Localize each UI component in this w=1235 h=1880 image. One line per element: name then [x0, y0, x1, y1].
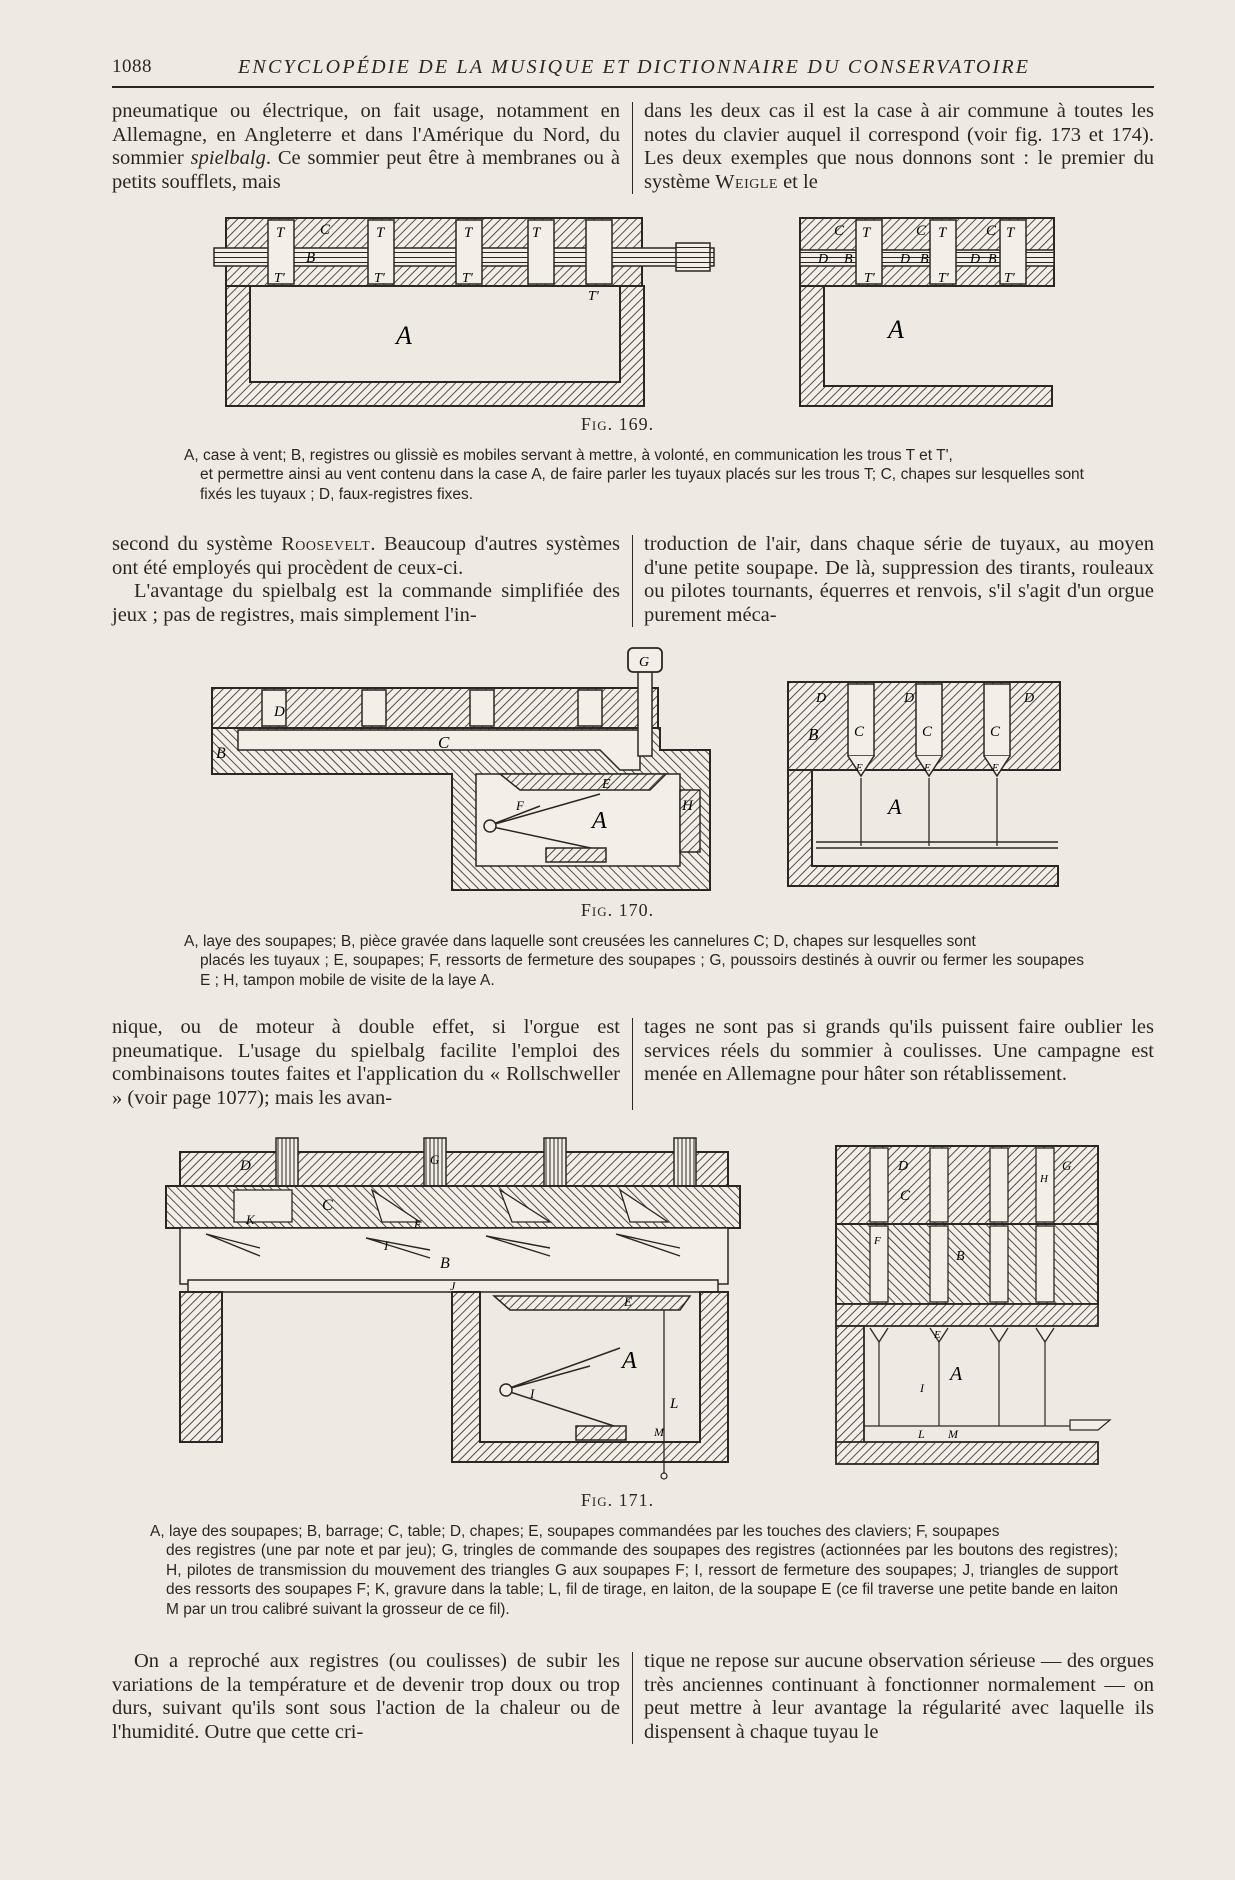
figure-169-label: Fig. 169. — [580, 414, 655, 434]
letter-D: D — [898, 1159, 909, 1174]
name-weigle: Weigle — [715, 170, 778, 193]
letter-E: E — [934, 1329, 941, 1341]
letter-T: T — [276, 225, 285, 241]
header-rule — [112, 86, 1154, 88]
figure-170 — [0, 640, 1235, 895]
name-roosevelt: Roosevelt — [281, 533, 371, 555]
text-run: nique, ou de moteur à double effet, si l'orgue est pneumatique. L'usage du spielbalg facilite l'emploi des combinaisons toutes faites et l'application du « Rollschweller » (voir page 1077); mais les avan- — [112, 1016, 620, 1109]
letter-A: A — [950, 1363, 963, 1385]
letter-C: C — [986, 223, 997, 239]
figure-171-drawing — [0, 1130, 1235, 1480]
fig171-right-view — [836, 1146, 1110, 1464]
letter-T-prime: T' — [938, 271, 949, 286]
letter-T: T — [938, 225, 947, 241]
letter-C: C — [854, 724, 865, 740]
letter-C: C — [900, 1188, 911, 1204]
column-rule — [632, 1652, 633, 1744]
paragraph — [644, 533, 1154, 627]
letter-B: B — [216, 745, 226, 762]
letter-B: B — [988, 252, 997, 267]
letter-T-prime: T' — [462, 271, 473, 286]
text-run: . Ce sommier peut être à membranes ou à petits soufflets, mais — [112, 147, 620, 193]
letter-F: F — [414, 1217, 422, 1231]
letter-D: D — [904, 691, 915, 706]
fig170-right-view — [788, 682, 1060, 886]
letter-T-prime: T' — [588, 289, 599, 304]
letter-C: C — [990, 724, 1001, 740]
paragraph — [112, 100, 620, 194]
paragraph — [644, 1016, 1154, 1087]
letter-T: T — [464, 225, 473, 241]
letter-E: E — [602, 777, 611, 792]
fig171-left-view — [166, 1138, 740, 1479]
letter-C: C — [834, 223, 845, 239]
figure-170-label: Fig. 170. — [580, 900, 655, 920]
letter-D: D — [1024, 691, 1035, 706]
letter-B: B — [440, 1255, 450, 1272]
letter-T: T — [532, 225, 541, 241]
figure-171 — [0, 1130, 1235, 1480]
letter-A: A — [888, 794, 902, 819]
running-title: ENCYCLOPÉDIE DE LA MUSIQUE ET DICTIONNAIRE DU CONSERVATOIRE — [238, 56, 1031, 78]
paragraph — [112, 1650, 620, 1744]
letter-E: E — [992, 762, 999, 774]
letter-B: B — [306, 250, 316, 266]
text-run: tique ne repose sur aucune observation sérieuse — des orgues très anciennes continuant à fonctionner normalement — on peut mettre à leur avantage la régularité avec laquelle ils dispensent à chaque tuyau le — [644, 1650, 1154, 1743]
letter-M: M — [948, 1427, 958, 1441]
letter-F: F — [874, 1235, 881, 1247]
letter-C: C — [916, 223, 927, 239]
letter-D: D — [900, 252, 911, 267]
fig170-left-view — [212, 648, 710, 890]
letter-B: B — [956, 1249, 965, 1264]
text-column-left — [112, 100, 620, 194]
letter-D: D — [240, 1158, 251, 1174]
letter-J: J — [450, 1279, 456, 1293]
text-column-right — [644, 1650, 1154, 1744]
letter-A: A — [592, 808, 607, 834]
text-block-3 — [112, 1016, 1154, 1112]
letter-T-prime: T' — [274, 271, 285, 286]
letter-B: B — [808, 725, 819, 744]
text-run: dans les deux cas il est la case à air commune à toutes les notes du clavier auquel il correspond (voir fig. 173 et 174). Les deux exemples que nous donnons sont : le premier du système — [644, 100, 1154, 193]
paragraph — [112, 1016, 620, 1110]
letter-A: A — [888, 315, 904, 344]
letter-C: C — [438, 733, 450, 752]
figure-169-drawing — [0, 210, 1235, 410]
paragraph — [644, 1650, 1154, 1744]
letter-L: L — [918, 1427, 925, 1441]
figure-170-drawing — [0, 640, 1235, 895]
figure-169-caption — [184, 446, 1084, 504]
text-run: second du système — [112, 533, 282, 555]
page-number: 1088 — [112, 56, 152, 77]
letter-F: F — [516, 798, 524, 813]
letter-B: B — [920, 252, 929, 267]
text-block-4 — [112, 1650, 1154, 1746]
letter-G: G — [430, 1152, 440, 1167]
letter-M: M — [654, 1425, 664, 1439]
text-column-left — [112, 1650, 620, 1744]
letter-D: D — [274, 704, 285, 720]
fig169-left-view — [214, 218, 714, 406]
letter-I: I — [920, 1381, 924, 1395]
letter-T: T — [1006, 225, 1015, 241]
letter-D: D — [970, 252, 981, 267]
figure-170-caption — [184, 932, 1084, 990]
text-run: On a reproché aux registres (ou coulisses) de subir les variations de la température et de devenir trop doux ou trop durs, suivant qu'ils sont sous l'action de la chaleur ou de l'humidité. Outre que cette cri- — [112, 1650, 620, 1743]
column-rule — [632, 1018, 633, 1110]
caption-line: A, laye des soupapes; B, pièce gravée dans laquelle sont creusées les cannelures C; D, chapes sur lesquelles sont — [184, 933, 976, 950]
text-block-2 — [112, 533, 1154, 629]
text-run: . Beaucoup d'autres systèmes ont été employés qui procèdent de ceux-ci. — [112, 533, 620, 579]
letter-E: E — [856, 762, 863, 774]
letter-E: E — [924, 762, 931, 774]
text-run: pneumatique ou électrique, on fait usage, notamment en Allemagne, en Angleterre et dans l'Amérique du Nord, du sommier — [112, 100, 620, 170]
column-rule — [632, 102, 633, 194]
letter-I: I — [530, 1386, 535, 1401]
letter-I: I — [384, 1238, 389, 1253]
letter-A: A — [396, 321, 412, 350]
letter-T: T — [376, 225, 385, 241]
letter-C: C — [322, 1197, 333, 1214]
text-column-left — [112, 533, 620, 627]
letter-C: C — [922, 724, 933, 740]
text-column-right — [644, 1016, 1154, 1087]
caption-line: A, case à vent; B, registres ou glissiè es mobiles servant à mettre, à volonté, en communication les trous T et T', — [184, 447, 953, 464]
letter-A: A — [622, 1348, 637, 1374]
column-rule — [632, 535, 633, 627]
text-run: tages ne sont pas si grands qu'ils puissent faire oublier les services réels du sommier à coulisses. Une campagne est menée en Allemagne pour hâter son rétablissement. — [644, 1016, 1154, 1086]
letter-C: C — [320, 222, 331, 238]
text-column-right — [644, 100, 1154, 194]
term-spielbalg: spielbalg — [190, 147, 266, 170]
paragraph — [112, 580, 620, 627]
paragraph — [644, 100, 1154, 194]
caption-line: et permettre ainsi au vent contenu dans la case A, de faire parler les tuyaux placés sur les trous T; C, chapes sur lesquelles sont fixés les tuyaux ; D, faux-registres fixes. — [200, 466, 1084, 503]
running-header — [112, 56, 1152, 82]
caption-line: placés les tuyaux ; E, soupapes; F, ressorts de fermeture des soupapes ; G, poussoirs destinés à ouvrir ou fermer les soupapes E ; H, tampon mobile de visite de la laye A. — [200, 952, 1084, 989]
paragraph — [112, 533, 620, 580]
text-column-right — [644, 533, 1154, 627]
letter-G: G — [639, 655, 650, 670]
caption-line: des registres (une par note et par jeu); G, tringles de commande des soupapes des registres (actionnées par les boutons des registres); H, pilotes de transmission du mouvement des triangles G aux soupapes F; I, ressort de fermeture des soupapes; J, triangles de support des ressorts des soupapes F; K, gravure dans la table; L, fil de tirage, en laiton, de la soupape E (ce fil traverse une petite bande en laiton M par un trou calibré suivant la grosseur de ce fil). — [166, 1542, 1118, 1618]
letter-T-prime: T' — [864, 271, 875, 286]
letter-L: L — [670, 1396, 679, 1412]
text-run: troduction de l'air, dans chaque série de tuyaux, au moyen d'une petite soupape. De là, suppression des tirants, rouleaux ou pilotes tournants, équerres et renvois, s'il s'agit d'un orgue purement méca- — [644, 533, 1154, 626]
text-column-left — [112, 1016, 620, 1110]
fig169-right-view — [800, 218, 1054, 406]
letter-H: H — [682, 798, 693, 814]
text-block-1 — [112, 100, 1154, 196]
figure-171-caption — [150, 1522, 1118, 1619]
letter-T-prime: T' — [374, 271, 385, 286]
letter-K: K — [246, 1212, 255, 1227]
text-run: et le — [777, 170, 818, 193]
letter-D: D — [816, 691, 827, 706]
caption-line: A, laye des soupapes; B, barrage; C, table; D, chapes; E, soupapes commandées par les touches des claviers; F, soupapes — [150, 1523, 1000, 1540]
figure-169 — [0, 210, 1235, 410]
letter-T: T — [862, 225, 871, 241]
letter-G: G — [1062, 1158, 1072, 1173]
letter-E: E — [624, 1294, 632, 1309]
letter-D: D — [818, 252, 829, 267]
text-run: L'avantage du spielbalg est la commande simplifiée des jeux ; pas de registres, mais simplement l'in- — [112, 580, 620, 626]
letter-T-prime: T' — [1004, 271, 1015, 286]
figure-171-label: Fig. 171. — [580, 1490, 655, 1510]
letter-B: B — [844, 252, 853, 267]
letter-H: H — [1040, 1173, 1048, 1185]
